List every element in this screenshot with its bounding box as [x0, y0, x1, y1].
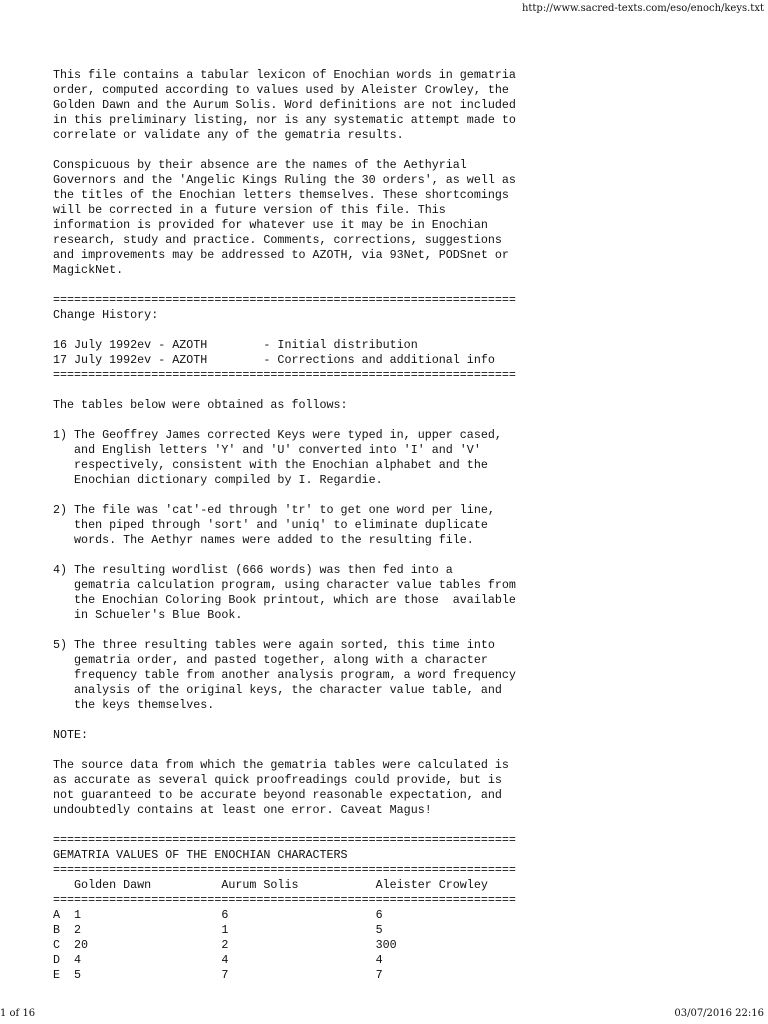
text-line: A 1 6 6 [53, 908, 383, 922]
text-line: ================================================================== [53, 368, 516, 382]
text-line: The source data from which the gematria tables were calculated is [53, 758, 509, 772]
text-line: ================================================================== [53, 833, 516, 847]
text-line [53, 383, 753, 398]
text-line: order, computed according to values used by Aleister Crowley, the [53, 83, 509, 97]
text-line: 17 July 1992ev - AZOTH - Corrections and additional info [53, 353, 495, 367]
text-line: Governors and the 'Angelic Kings Ruling the 30 orders', as well as [53, 173, 516, 187]
text-line: 4) The resulting wordlist (666 words) was then fed into a [53, 563, 453, 577]
text-line: frequency table from another analysis program, a word frequency [53, 668, 516, 682]
text-line: respectively, consistent with the Enochian alphabet and the [53, 458, 488, 472]
text-line: and English letters 'Y' and 'U' converted into 'I' and 'V' [53, 443, 481, 457]
text-line: 1) The Geoffrey James corrected Keys were typed in, upper cased, [53, 428, 502, 442]
text-line [53, 143, 753, 158]
text-line [53, 323, 753, 338]
text-line: ================================================================== [53, 293, 516, 307]
text-line [53, 743, 753, 758]
text-line: correlate or validate any of the gematria results. [53, 128, 404, 142]
text-line: as accurate as several quick proofreadings could provide, but is [53, 773, 502, 787]
text-line: Conspicuous by their absence are the names of the Aethyrial [53, 158, 467, 172]
text-line [53, 713, 753, 728]
text-line: in Schueler's Blue Book. [53, 608, 243, 622]
text-line: words. The Aethyr names were added to the resulting file. [53, 533, 474, 547]
text-line: the keys themselves. [53, 698, 215, 712]
text-line: the titles of the Enochian letters themselves. These shortcomings [53, 188, 509, 202]
text-line: the Enochian Coloring Book printout, which are those available [53, 593, 516, 607]
text-line: undoubtedly contains at least one error. Caveat Magus! [53, 803, 432, 817]
text-line: ================================================================== [53, 863, 516, 877]
text-line: research, study and practice. Comments, corrections, suggestions [53, 233, 502, 247]
text-line: E 5 7 7 [53, 968, 383, 982]
text-line: information is provided for whatever use it may be in Enochian [53, 218, 488, 232]
text-line [53, 278, 753, 293]
text-line: Golden Dawn and the Aurum Solis. Word definitions are not included [53, 98, 516, 112]
page-number: 1 of 16 [0, 1008, 36, 1019]
text-line [53, 413, 753, 428]
text-line: 16 July 1992ev - AZOTH - Initial distribution [53, 338, 418, 352]
text-line: and improvements may be addressed to AZOTH, via 93Net, PODSnet or [53, 248, 509, 262]
text-line [53, 818, 753, 833]
text-line: in this preliminary listing, nor is any systematic attempt made to [53, 113, 516, 127]
text-line: C 20 2 300 [53, 938, 397, 952]
text-line: then piped through 'sort' and 'uniq' to eliminate duplicate [53, 518, 488, 532]
text-line: Golden Dawn Aurum Solis Aleister Crowley [53, 878, 488, 892]
text-line: Enochian dictionary compiled by I. Regardie. [53, 473, 383, 487]
text-line: Change History: [53, 308, 159, 322]
text-line: The tables below were obtained as follows: [53, 398, 348, 412]
text-line: not guaranteed to be accurate beyond reasonable expectation, and [53, 788, 502, 802]
text-line: 5) The three resulting tables were again sorted, this time into [53, 638, 495, 652]
text-line: MagickNet. [53, 263, 124, 277]
text-line [53, 623, 753, 638]
text-line: 2) The file was 'cat'-ed through 'tr' to get one word per line, [53, 503, 495, 517]
text-line: D 4 4 4 [53, 953, 383, 967]
text-line: gematria order, and pasted together, along with a character [53, 653, 488, 667]
text-line: gematria calculation program, using character value tables from [53, 578, 516, 592]
text-line: will be corrected in a future version of this file. This [53, 203, 446, 217]
text-line: analysis of the original keys, the character value table, and [53, 683, 502, 697]
header-url: http://www.sacred-texts.com/eso/enoch/keys.txt [521, 3, 764, 14]
text-line: B 2 1 5 [53, 923, 383, 937]
print-datetime: 03/07/2016 22:16 [674, 1008, 764, 1019]
text-line: GEMATRIA VALUES OF THE ENOCHIAN CHARACTERS [53, 848, 348, 862]
document-body [53, 68, 753, 983]
text-line [53, 548, 753, 563]
text-line: This file contains a tabular lexicon of Enochian words in gematria [53, 68, 516, 82]
text-line: ================================================================== [53, 893, 516, 907]
text-line: NOTE: [53, 728, 89, 742]
text-line [53, 488, 753, 503]
